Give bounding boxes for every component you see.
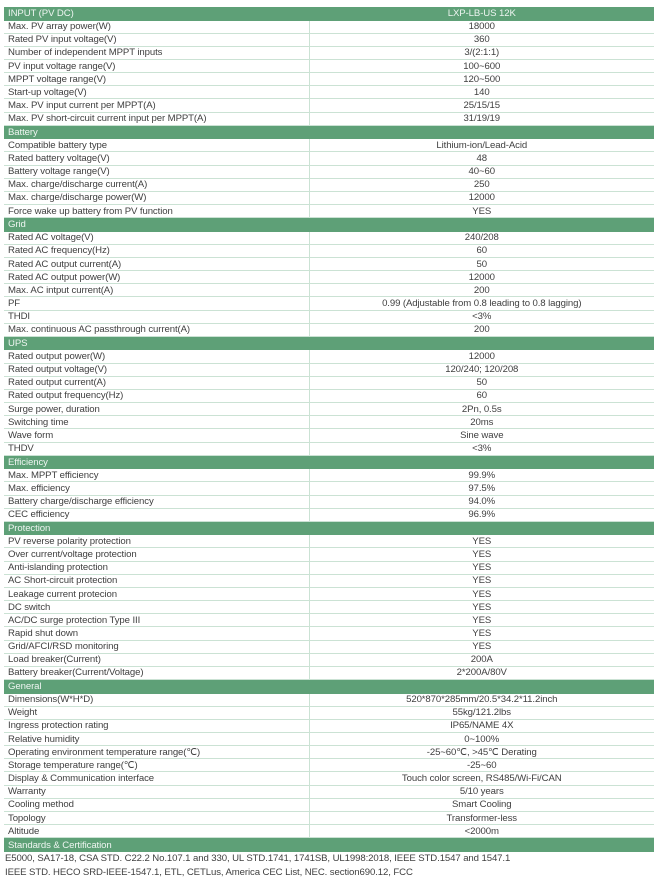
spec-row-label: Max. continuous AC passthrough current(A) bbox=[4, 324, 310, 336]
spec-row-value: <3% bbox=[472, 443, 492, 455]
spec-row-label: PF bbox=[4, 297, 310, 309]
spec-row-value: <3% bbox=[472, 311, 492, 323]
spec-row-label: PV input voltage range(V) bbox=[4, 60, 310, 72]
spec-row bbox=[4, 627, 654, 640]
spec-row bbox=[4, 548, 654, 561]
spec-row-label: Rated AC frequency(Hz) bbox=[4, 245, 310, 257]
spec-row-value: <2000m bbox=[464, 825, 499, 837]
spec-row-label: Display & Communication interface bbox=[4, 772, 310, 784]
section-header bbox=[4, 218, 654, 232]
spec-row-value: 96.9% bbox=[468, 509, 496, 521]
spec-row-value: -25~60℃, >45℃ Derating bbox=[426, 746, 537, 758]
spec-row bbox=[4, 509, 654, 522]
spec-row-value: 0.99 (Adjustable from 0.8 leading to 0.8 lagging) bbox=[382, 298, 582, 310]
spec-row-label: Rated output frequency(Hz) bbox=[4, 390, 310, 402]
spec-row-label: Max. charge/discharge power(W) bbox=[4, 192, 310, 204]
spec-row-value: 200A bbox=[470, 654, 493, 666]
spec-row-value: 240/208 bbox=[464, 232, 499, 244]
spec-row bbox=[4, 179, 654, 192]
spec-row-value: 2*200A/80V bbox=[456, 667, 507, 679]
spec-row bbox=[4, 258, 654, 271]
spec-row-value: YES bbox=[472, 575, 492, 587]
spec-row-label: AC/DC surge protection Type III bbox=[4, 614, 310, 626]
spec-row bbox=[4, 271, 654, 284]
spec-row-value: 0~100% bbox=[464, 733, 500, 745]
spec-row-value: Lithium-ion/Lead-Acid bbox=[436, 139, 528, 151]
spec-row bbox=[4, 390, 654, 403]
spec-row-label: THDV bbox=[4, 443, 310, 455]
spec-row bbox=[4, 113, 654, 126]
spec-row bbox=[4, 759, 654, 772]
spec-row-label: Wave form bbox=[4, 429, 310, 441]
spec-row-value: YES bbox=[472, 562, 492, 574]
spec-row-label: Rated AC output power(W) bbox=[4, 271, 310, 283]
spec-row-label: Topology bbox=[4, 812, 310, 824]
spec-row-label: CEC efficiency bbox=[4, 509, 310, 521]
spec-row-value: 100~600 bbox=[463, 60, 501, 72]
spec-row-label: Dimensions(W*H*D) bbox=[4, 694, 310, 706]
spec-row bbox=[4, 192, 654, 205]
spec-row bbox=[4, 482, 654, 495]
spec-row-label: Altitude bbox=[4, 825, 310, 837]
spec-row-value: YES bbox=[472, 627, 492, 639]
section-title: Battery bbox=[8, 127, 38, 138]
spec-row-label: Anti-islanding protection bbox=[4, 562, 310, 574]
spec-row-value: -25~60 bbox=[466, 759, 497, 771]
spec-row bbox=[4, 324, 654, 337]
spec-row-label: Surge power, duration bbox=[4, 403, 310, 415]
spec-row-value: 12000 bbox=[468, 351, 495, 363]
spec-row bbox=[4, 469, 654, 482]
spec-row bbox=[4, 152, 654, 165]
spec-row-value: Smart Cooling bbox=[452, 799, 512, 811]
spec-row-label: Rated battery voltage(V) bbox=[4, 152, 310, 164]
spec-row bbox=[4, 443, 654, 456]
spec-row-label: Max. MPPT efficiency bbox=[4, 469, 310, 481]
spec-row-label: Weight bbox=[4, 707, 310, 719]
section-header bbox=[4, 680, 654, 694]
spec-row-value: 360 bbox=[473, 34, 490, 46]
spec-row bbox=[4, 654, 654, 667]
spec-row bbox=[4, 641, 654, 654]
spec-row bbox=[4, 720, 654, 733]
spec-row bbox=[4, 496, 654, 509]
spec-row-label: Max. PV array power(W) bbox=[4, 21, 310, 33]
spec-row bbox=[4, 34, 654, 47]
spec-row-label: Grid/AFCI/RSD monitoring bbox=[4, 641, 310, 653]
spec-row-label: Switching time bbox=[4, 416, 310, 428]
section-title: Efficiency bbox=[8, 456, 48, 468]
spec-row-label: Rated AC output current(A) bbox=[4, 258, 310, 270]
spec-row-label: Over current/voltage protection bbox=[4, 548, 310, 560]
spec-row-label: Start-up voltage(V) bbox=[4, 86, 310, 98]
spec-row-value: 120/240; 120/208 bbox=[445, 364, 519, 376]
spec-row bbox=[4, 575, 654, 588]
spec-row-label: Max. charge/discharge current(A) bbox=[4, 179, 310, 191]
spec-row-value: 520*870*285mm/20.5*34.2*11.2inch bbox=[406, 694, 558, 706]
spec-row-value: 48 bbox=[476, 152, 487, 164]
spec-row-value: Transformer-less bbox=[446, 812, 518, 824]
spec-row bbox=[4, 350, 654, 363]
spec-row-label: Warranty bbox=[4, 786, 310, 798]
section-header bbox=[4, 456, 654, 470]
spec-row bbox=[4, 232, 654, 245]
spec-row bbox=[4, 772, 654, 785]
section-title: Grid bbox=[8, 219, 26, 231]
spec-row-value: 55kg/121.2lbs bbox=[452, 707, 511, 719]
spec-row-label: Rated AC voltage(V) bbox=[4, 232, 310, 244]
spec-row-value: 140 bbox=[473, 86, 490, 98]
spec-row-value: YES bbox=[472, 588, 492, 600]
section-header bbox=[4, 522, 654, 536]
spec-row-label: Max. efficiency bbox=[4, 482, 310, 494]
spec-row bbox=[4, 99, 654, 112]
spec-row bbox=[4, 21, 654, 34]
spec-row bbox=[4, 60, 654, 73]
spec-row bbox=[4, 377, 654, 390]
spec-row-value: IP65/NAME 4X bbox=[450, 720, 514, 732]
spec-row bbox=[4, 786, 654, 799]
spec-row-value: YES bbox=[472, 205, 492, 217]
spec-row-label: Max. PV short-circuit current input per MPPT(A) bbox=[4, 113, 310, 125]
spec-row bbox=[4, 284, 654, 297]
spec-row-value: 99.9% bbox=[468, 469, 496, 481]
spec-row bbox=[4, 311, 654, 324]
standards-line: IEEE STD. HECO SRD-IEEE-1547.1, ETL, CETLus, America CEC List, NEC. section690.12, FCC bbox=[5, 866, 413, 878]
standards-header bbox=[4, 838, 654, 852]
spec-row-label: Operating environment temperature range(℃) bbox=[4, 746, 310, 758]
spec-row bbox=[4, 364, 654, 377]
spec-row-value: 120~500 bbox=[463, 73, 501, 85]
spec-row-value: Touch color screen, RS485/Wi-Fi/CAN bbox=[401, 773, 562, 785]
spec-row-label: Storage temperature range(℃) bbox=[4, 759, 310, 771]
spec-row bbox=[4, 733, 654, 746]
standards-line: E5000, SA17-18, CSA STD. C22.2 No.107.1 and 330, UL STD.1741, 1741SB, UL1998:2018, IEEE STD.1547 and 1547.1 bbox=[5, 853, 511, 864]
spec-row-value: 31/19/19 bbox=[463, 113, 501, 125]
spec-row-value: YES bbox=[472, 535, 492, 547]
spec-row-value: 20ms bbox=[470, 416, 494, 428]
spec-row bbox=[4, 429, 654, 442]
spec-row bbox=[4, 403, 654, 416]
spec-row-label: Rated PV input voltage(V) bbox=[4, 34, 310, 46]
spec-row-value: 200 bbox=[473, 284, 490, 296]
spec-row-label: Load breaker(Current) bbox=[4, 654, 310, 666]
spec-row-label: Battery breaker(Current/Voltage) bbox=[4, 667, 310, 679]
spec-row-label: Max. PV input current per MPPT(A) bbox=[4, 99, 310, 111]
spec-row-value: YES bbox=[472, 614, 492, 626]
spec-row-label: Ingress protection rating bbox=[4, 720, 310, 732]
spec-row-value: YES bbox=[472, 601, 492, 613]
spec-row-label: Rapid shut down bbox=[4, 627, 310, 639]
spec-row-label: DC switch bbox=[4, 601, 310, 613]
spec-row-value: 2Pn, 0.5s bbox=[461, 403, 502, 415]
spec-row bbox=[4, 73, 654, 86]
section-header bbox=[4, 7, 654, 21]
spec-sheet bbox=[4, 7, 654, 879]
spec-row-value: 60 bbox=[476, 245, 487, 257]
spec-row-value: 12000 bbox=[468, 271, 495, 283]
spec-row bbox=[4, 47, 654, 60]
spec-row bbox=[4, 667, 654, 680]
spec-row-value: 60 bbox=[476, 390, 487, 402]
model-name: LXP-LB-US 12K bbox=[447, 8, 516, 20]
section-header bbox=[4, 126, 654, 140]
spec-row-label: Rated output current(A) bbox=[4, 377, 310, 389]
spec-row bbox=[4, 416, 654, 429]
spec-row-value: 25/15/15 bbox=[463, 100, 501, 112]
spec-row-value: 50 bbox=[476, 377, 487, 389]
spec-row-value: 250 bbox=[473, 179, 490, 191]
spec-row-value: 3/(2:1:1) bbox=[464, 47, 500, 59]
spec-row-value: Sine wave bbox=[460, 429, 504, 441]
spec-row-label: Cooling method bbox=[4, 799, 310, 811]
spec-row-value: 97.5% bbox=[468, 482, 496, 494]
spec-row-label: THDI bbox=[4, 311, 310, 323]
spec-row-label: Compatible battery type bbox=[4, 139, 310, 151]
spec-row bbox=[4, 601, 654, 614]
spec-row-value: 50 bbox=[476, 258, 487, 270]
standards-title: Standards & Certification bbox=[8, 839, 112, 851]
section-title: General bbox=[8, 681, 42, 693]
spec-row bbox=[4, 694, 654, 707]
spec-row-value: 94.0% bbox=[468, 496, 496, 508]
spec-row bbox=[4, 825, 654, 838]
section-title: Protection bbox=[8, 523, 51, 535]
spec-row-label: Battery charge/discharge efficiency bbox=[4, 496, 310, 508]
spec-row-value: 200 bbox=[473, 324, 490, 336]
spec-row bbox=[4, 297, 654, 310]
spec-row-label: MPPT voltage range(V) bbox=[4, 73, 310, 85]
spec-row bbox=[4, 205, 654, 218]
spec-row-label: Number of independent MPPT inputs bbox=[4, 47, 310, 59]
spec-row-value: 5/10 years bbox=[459, 786, 504, 798]
spec-row-label: Relative humidity bbox=[4, 733, 310, 745]
spec-row-value: YES bbox=[472, 641, 492, 653]
spec-row bbox=[4, 139, 654, 152]
spec-row bbox=[4, 799, 654, 812]
spec-row bbox=[4, 86, 654, 99]
spec-row-value: 18000 bbox=[468, 21, 495, 33]
spec-row-label: PV reverse polarity protection bbox=[4, 535, 310, 547]
spec-row-label: AC Short-circuit protection bbox=[4, 575, 310, 587]
spec-row bbox=[4, 166, 654, 179]
spec-row bbox=[4, 562, 654, 575]
spec-row-value: 12000 bbox=[468, 192, 495, 204]
spec-row bbox=[4, 746, 654, 759]
spec-row bbox=[4, 535, 654, 548]
spec-row bbox=[4, 812, 654, 825]
spec-row-label: Battery voltage range(V) bbox=[4, 166, 310, 178]
spec-row-label: Rated output voltage(V) bbox=[4, 364, 310, 376]
spec-row bbox=[4, 707, 654, 720]
section-title: UPS bbox=[8, 338, 28, 350]
spec-row bbox=[4, 245, 654, 258]
spec-row-label: Leakage current protecion bbox=[4, 588, 310, 600]
spec-row-value: YES bbox=[472, 549, 492, 561]
spec-row-label: Force wake up battery from PV function bbox=[4, 205, 310, 217]
spec-row bbox=[4, 588, 654, 601]
section-title: INPUT (PV DC) bbox=[8, 8, 74, 20]
spec-row bbox=[4, 614, 654, 627]
spec-row-label: Max. AC intput current(A) bbox=[4, 284, 310, 296]
spec-row-value: 40~60 bbox=[468, 166, 495, 178]
section-header bbox=[4, 337, 654, 351]
spec-row-label: Rated output power(W) bbox=[4, 350, 310, 362]
